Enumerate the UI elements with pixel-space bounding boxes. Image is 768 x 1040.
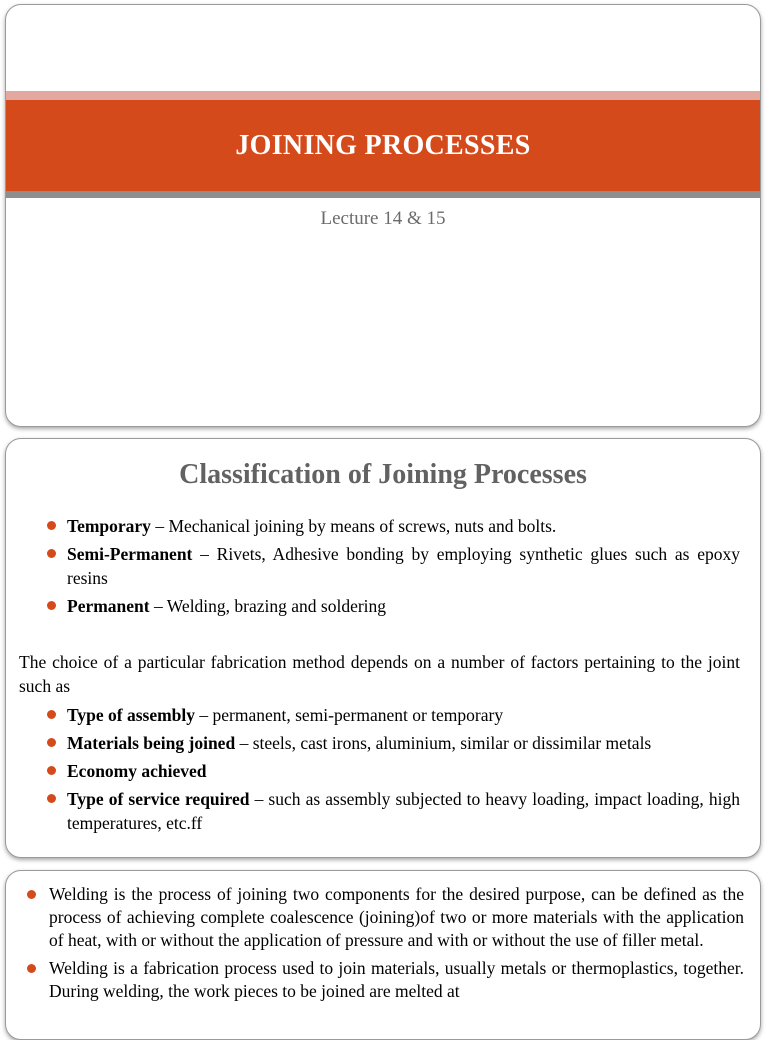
list-item [6,594,760,618]
list-item [6,787,760,835]
list-item [6,542,760,590]
title-top-stripe [6,91,760,100]
bullet-icon [27,890,36,899]
bullet-icon [47,601,56,610]
bullet-icon [47,794,56,803]
item-term: Economy achieved [67,761,207,781]
list-item [6,703,760,727]
joining-types-list [6,514,760,622]
bullet-icon [47,766,56,775]
bullet-icon [47,549,56,558]
point-text: Welding is a fabrication process used to join materials, usually metals or thermoplastics, together. During welding, the work pieces to be joined are melted at [49,958,744,1001]
item-term: Semi-Permanent [67,544,193,564]
item-desc: – Mechanical joining by means of screws, nuts and bolts. [150,516,557,536]
item-term: Type of assembly [67,705,196,725]
bullet-icon [47,738,56,747]
factors-paragraph: The choice of a particular fabrication method depends on a number of factors pertaining to the joint such as [19,652,740,696]
bullet-icon [47,521,56,530]
list-item [6,514,760,538]
list-item [6,731,760,755]
slide-title: JOINING PROCESSES [235,129,531,161]
point-text: Welding is the process of joining two components for the desired purpose, can be defined as the process of achieving complete coalescence (joining)of two or more materials with the application of heat, with or without the application of pressure and with or without the use of filler metal. [49,884,744,950]
list-item [6,957,760,1003]
item-desc: – such as assembly subjected to heavy loading, impact loading, high temperatures, etc.ff [67,789,740,833]
title-band [6,100,760,191]
classification-slide [5,438,761,858]
item-term: Permanent [67,596,150,616]
item-term: Type of service required [67,789,250,809]
factors-list [6,703,760,839]
item-desc: – permanent, semi-permanent or temporary [195,705,504,725]
bullet-icon [27,964,36,973]
title-slide [5,4,761,427]
item-term: Temporary [67,516,151,536]
slide-heading: Classification of Joining Processes [179,459,587,490]
item-desc: – Welding, brazing and soldering [149,596,387,616]
bullet-icon [47,710,56,719]
list-item [6,759,760,783]
slide-subtitle: Lecture 14 & 15 [320,208,446,229]
welding-definition-slide [5,870,761,1040]
title-bottom-stripe [6,191,760,198]
welding-points-list [6,883,760,1008]
list-item [6,883,760,952]
item-desc: – Rivets, Adhesive bonding by employing synthetic glues such as epoxy resins [67,544,740,588]
item-term: Materials being joined [67,733,236,753]
item-desc: – steels, cast irons, aluminium, similar or dissimilar metals [235,733,652,753]
